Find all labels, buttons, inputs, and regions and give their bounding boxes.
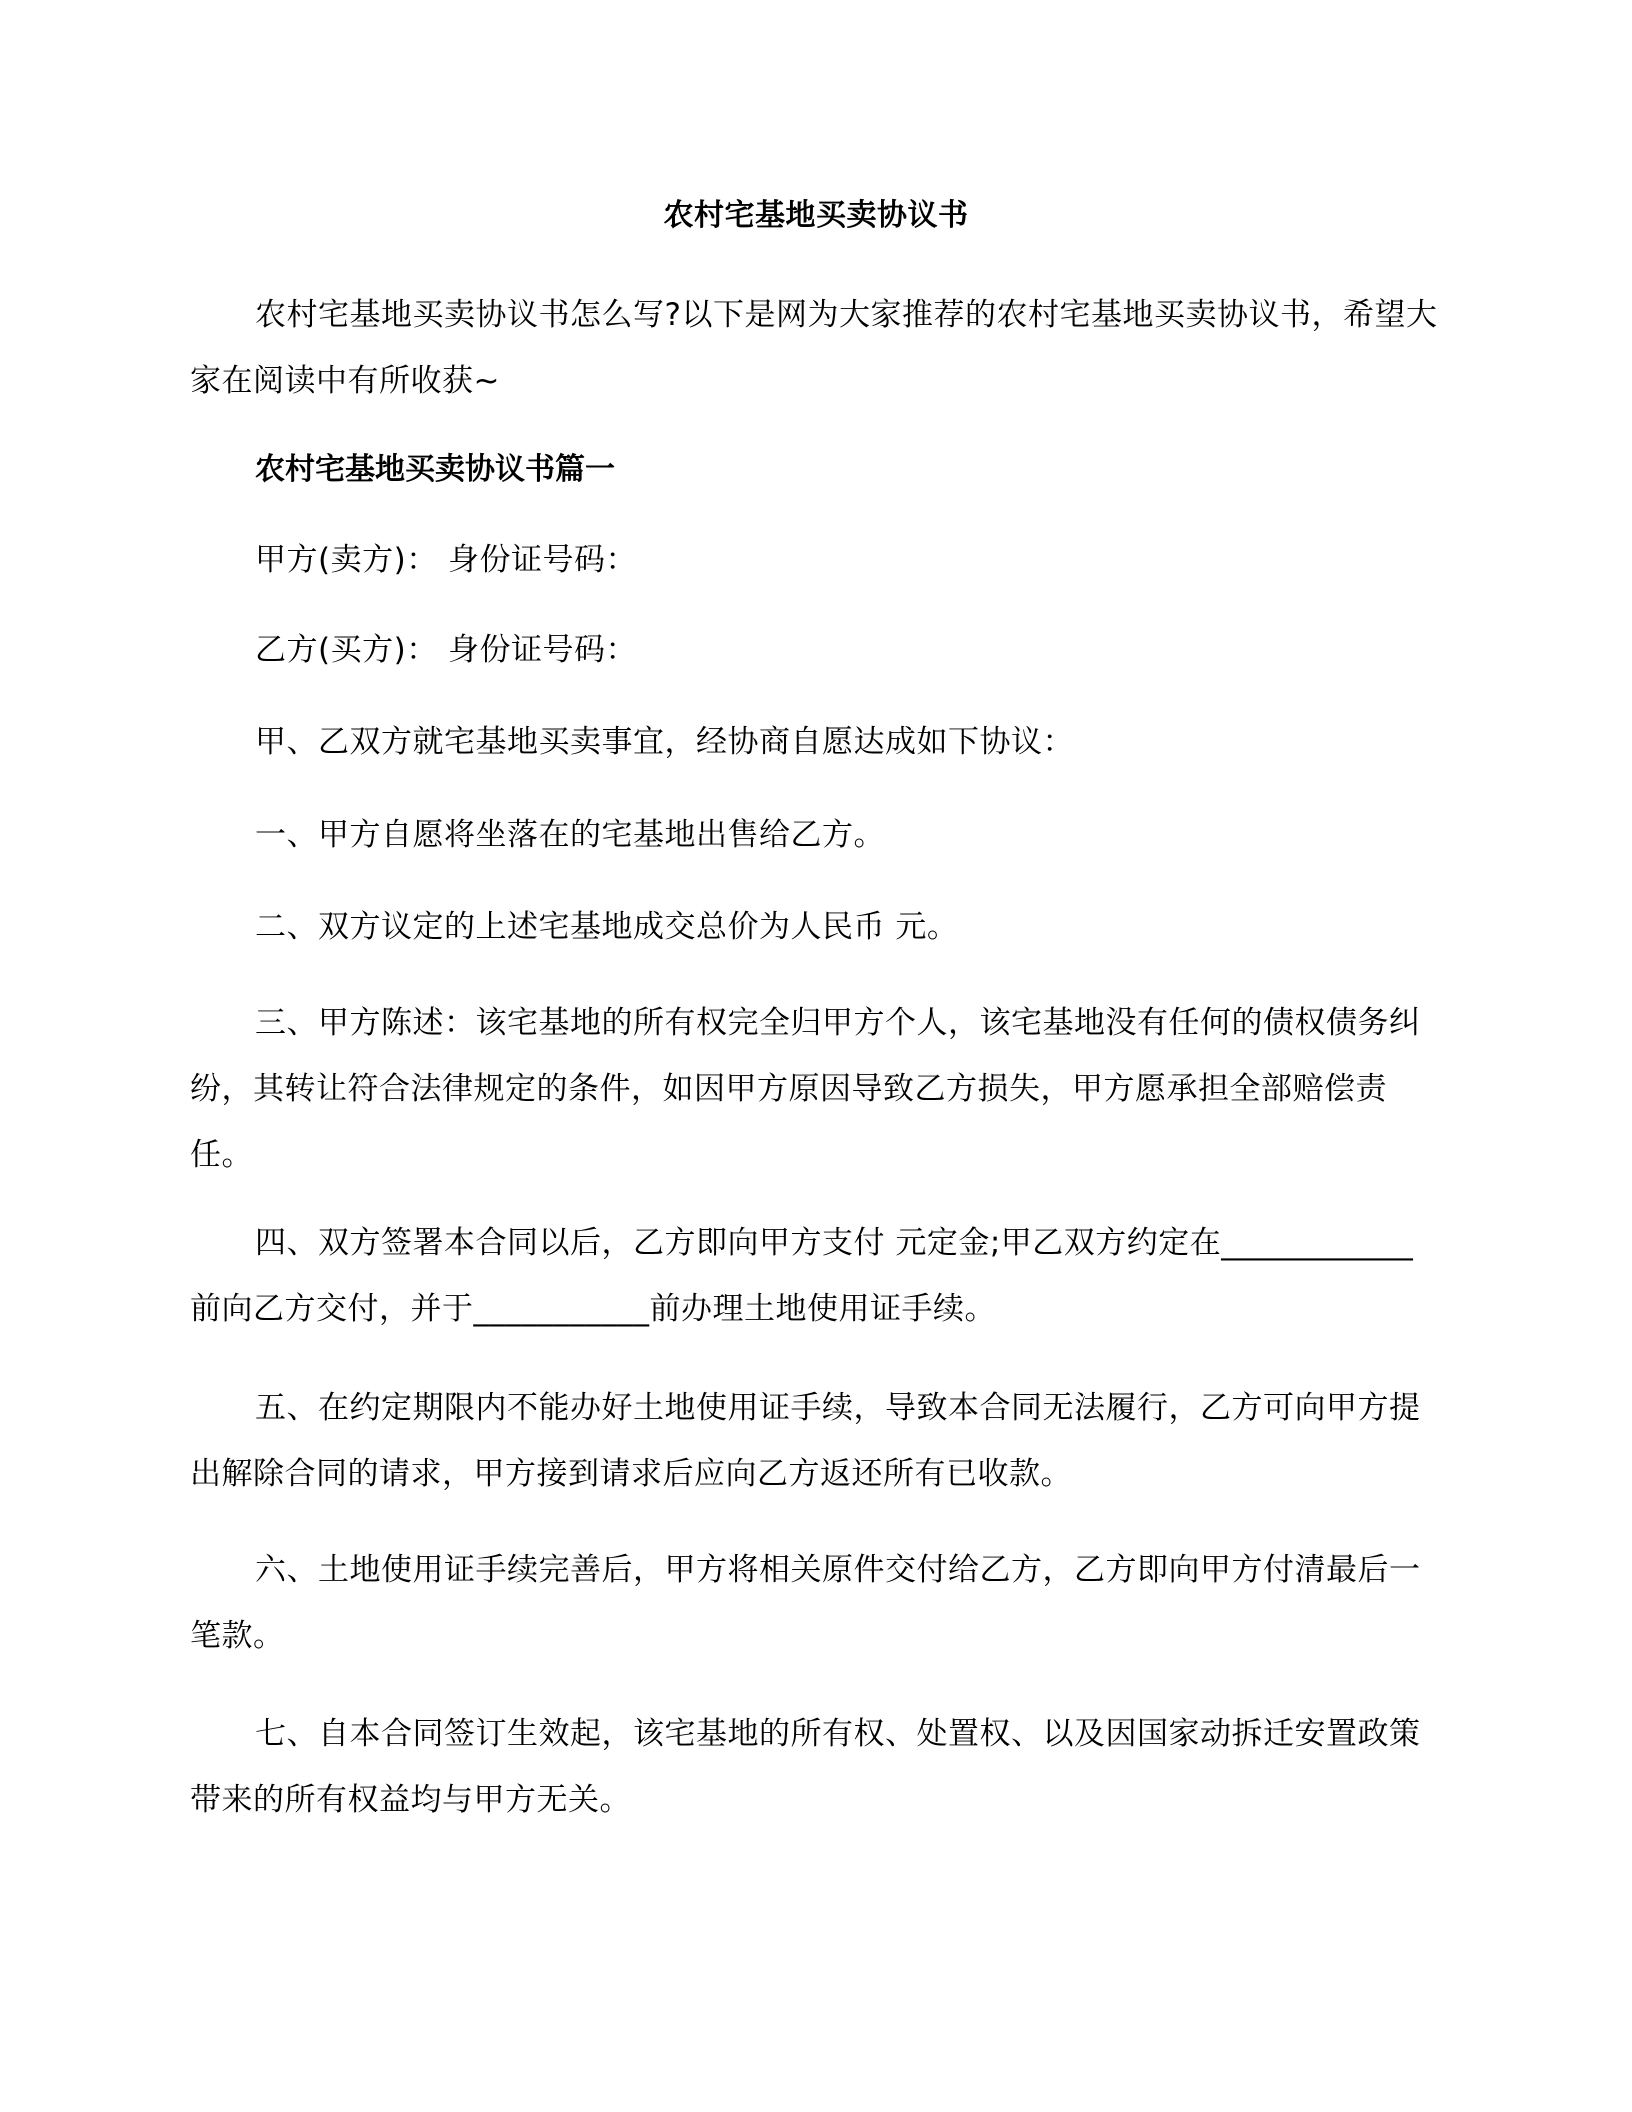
clause-3: 三、甲方陈述：该宅基地的所有权完全归甲方个人，该宅基地没有任何的债权债务纠纷，其转让符合法律规定的条件，如因甲方原因导致乙方损失，甲方愿承担全部赔偿责任。 <box>190 1005 1421 1173</box>
section-heading: 农村宅基地买卖协议书篇一 <box>255 452 615 487</box>
clause-6: 六、土地使用证手续完善后，甲方将相关原件交付给乙方，乙方即向甲方付清最后一笔款。 <box>190 1552 1421 1654</box>
preamble-line: 甲、乙双方就宅基地买卖事宜，经协商自愿达成如下协议： <box>255 724 1074 760</box>
clause-7: 七、自本合同签订生效起，该宅基地的所有权、处置权、以及因国家动拆迁安置政策带来的所有权益均与甲方无关。 <box>190 1716 1421 1818</box>
clause-4: 四、双方签署本合同以后，乙方即向甲方支付 元定金;甲乙双方约定在____________前向乙方交付，并于___________前办理土地使用证手续。 <box>190 1225 1414 1327</box>
document-title: 农村宅基地买卖协议书 <box>663 198 969 233</box>
clause-2: 二、双方议定的上述宅基地成交总价为人民币 元。 <box>255 909 959 945</box>
clause-5: 五、在约定期限内不能办好土地使用证手续，导致本合同无法履行，乙方可向甲方提出解除合同的请求，甲方接到请求后应向乙方返还所有已收款。 <box>190 1390 1421 1492</box>
intro-paragraph: 农村宅基地买卖协议书怎么写?以下是网为大家推荐的农村宅基地买卖协议书，希望大家在阅读中有所收获~ <box>190 297 1438 399</box>
clause-1: 一、甲方自愿将坐落在的宅基地出售给乙方。 <box>255 817 885 853</box>
party-a-line: 甲方(卖方)： 身份证号码： <box>255 542 638 578</box>
party-b-line: 乙方(买方)： 身份证号码： <box>255 632 638 668</box>
